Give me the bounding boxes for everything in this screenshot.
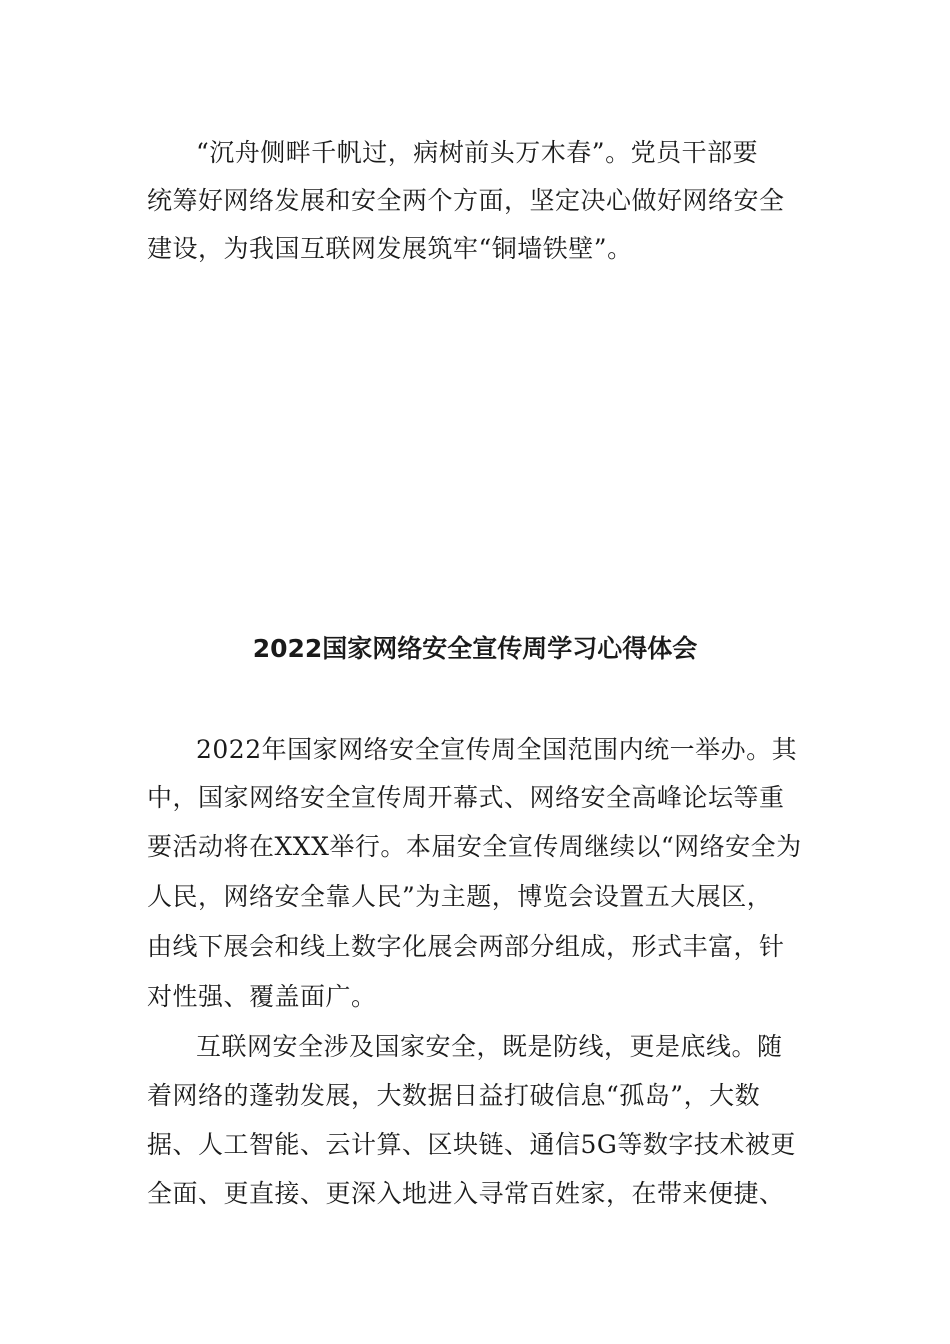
text-line: 中，国家网络安全宣传周开幕式、网络安全高峰论坛等重 <box>147 783 785 812</box>
text-line: 互联网安全涉及国家安全，既是防线，更是底线。随 <box>196 1032 783 1061</box>
text-line: 着网络的蓬勃发展，大数据日益打破信息“孤岛”，大数 <box>147 1081 761 1110</box>
article-title: 2022国家网络安全宣传周学习心得体会 <box>252 634 698 663</box>
text-line: 人民，网络安全靠人民”为主题，博览会设置五大展区， <box>147 882 773 911</box>
text-line: 由线下展会和线上数字化展会两部分组成，形式丰富，针 <box>147 932 785 961</box>
text-line: 建设，为我国互联网发展筑牢“铜墙铁壁”。 <box>147 234 633 263</box>
text-line: 对性强、覆盖面广。 <box>147 982 377 1011</box>
text-line: “沉舟侧畔千帆过，病树前头万木春”。党员干部要 <box>196 138 759 167</box>
text-line: 据、人工智能、云计算、区块链、通信5G等数字技术被更 <box>147 1130 796 1159</box>
text-line: 要活动将在XXX举行。本届安全宣传周继续以“网络安全为 <box>147 832 802 861</box>
text-line: 2022年国家网络安全宣传周全国范围内统一举办。其 <box>196 735 798 764</box>
text-line: 全面、更直接、更深入地进入寻常百姓家，在带来便捷、 <box>147 1179 785 1208</box>
text-line: 统筹好网络发展和安全两个方面，坚定决心做好网络安全 <box>147 186 785 215</box>
